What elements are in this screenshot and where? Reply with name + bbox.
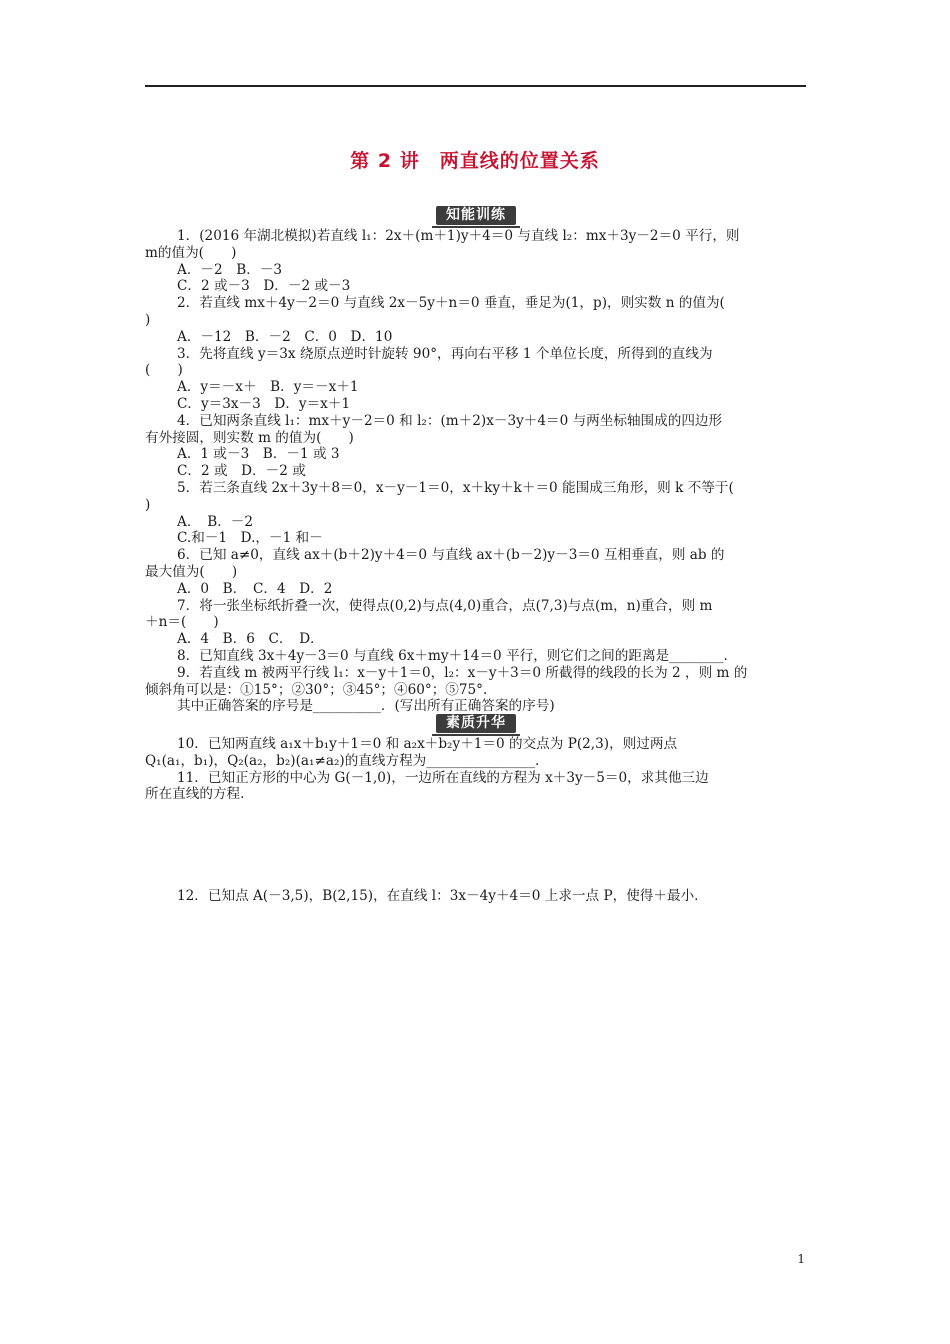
text-line: A．－2 B．－3 (177, 261, 283, 278)
section-banner-training: 知能训练 (436, 206, 516, 225)
text-line: ) (145, 496, 151, 513)
exercise-block-1 (145, 228, 807, 715)
text-line: 10．已知两直线 a₁x＋b₁y＋1＝0 和 a₂x＋b₂y＋1＝0 的交点为 P(2,3)，则过两点 (177, 736, 678, 752)
header-rule (145, 85, 806, 87)
text-line: 2．若直线 mx＋4y－2＝0 与直线 2x－5y＋n＝0 垂直，垂足为(1，p)，则实数 n 的值为( (177, 295, 725, 312)
text-line: 5．若三条直线 2x＋3y＋8＝0，x－y－1＝0，x＋ky＋k＋＝0 能围成三角形，则 k 不等于( (177, 479, 734, 496)
text-line: 倾斜角可以是：①15°；②30°；③45°；④60°；⑤75°. (145, 681, 488, 698)
text-line: ) (145, 311, 151, 328)
text-line: C.和－1 D.，－1 和－ (177, 530, 323, 547)
text-line: 最大值为( ) (145, 563, 238, 580)
text-line: A．－12 B．－2 C．0 D．10 (177, 328, 393, 345)
text-line: 有外接圆，则实数 m 的值为( ) (145, 429, 354, 446)
text-line: C．2 或－3 D．－2 或－3 (177, 278, 351, 295)
text-line: 6．已知 a≠0，直线 ax＋(b＋2)y＋4＝0 与直线 ax＋(b－2)y－3＝0 互相垂直，则 ab 的 (177, 547, 725, 564)
exercise-block-3 (145, 888, 807, 905)
text-line: 3．先将直线 y＝3x 绕原点逆时针旋转 90°，再向右平移 1 个单位长度，所得到的直线为 (177, 345, 713, 362)
text-line: 9．若直线 m 被两平行线 l₁：x－y＋1＝0，l₂：x－y＋3＝0 所截得的线段的长为 2 ，则 m 的 (177, 664, 748, 681)
text-line: 7．将一张坐标纸折叠一次，使得点(0,2)与点(4,0)重合，点(7,3)与点(m，n)重合，则 m (177, 597, 713, 614)
text-line: 11．已知正方形的中心为 G(－1,0)，一边所在直线的方程为 x＋3y－5＝0，求其他三边 (177, 769, 709, 786)
text-line: A．0 B． C．4 D．2 (177, 580, 333, 597)
section-banner-advanced: 素质升华 (436, 714, 516, 733)
text-line: 12．已知点 A(－3,5)，B(2,15)，在直线 l：3x－4y＋4＝0 上求一点 P，使得＋最小. (177, 888, 699, 904)
text-line: 8．已知直线 3x＋4y－3＝0 与直线 6x＋my＋14＝0 平行，则它们之间的距离是________. (177, 647, 728, 664)
text-line: ( ) (145, 362, 183, 379)
text-line: A． B．－2 (177, 513, 254, 530)
text-line: C．y＝3x－3 D．y＝x＋1 (177, 395, 351, 412)
text-line: 4．已知两条直线 l₁：mx＋y－2＝0 和 l₂：(m＋2)x－3y＋4＝0 与两坐标轴围成的四边形 (177, 412, 723, 429)
text-line: m的值为( ) (145, 244, 237, 261)
page-number: 1 (797, 1252, 805, 1266)
exercise-block-2 (145, 736, 807, 803)
text-line: ＋n＝( ) (145, 614, 219, 631)
text-line: A．1 或－3 B．－1 或 3 (177, 446, 340, 463)
page-title: 第 2 讲 两直线的位置关系 (350, 150, 600, 172)
text-line: A．y＝－x＋ B．y＝－x＋1 (177, 379, 359, 396)
text-line: 所在直线的方程. (145, 786, 245, 803)
text-line: A．4 B．6 C． D． (177, 631, 324, 648)
text-line: C．2 或 D．－2 或 (177, 463, 306, 480)
text-line: Q₁(a₁，b₁)，Q₂(a₂，b₂)(a₁≠a₂)的直线方程为________________. (145, 752, 540, 769)
text-line: 其中正确答案的序号是__________．(写出所有正确答案的序号) (177, 698, 555, 715)
text-line: 1．(2016 年湖北模拟)若直线 l₁：2x＋(m＋1)y＋4＝0 与直线 l₂：mx＋3y－2＝0 平行，则 (177, 228, 740, 244)
